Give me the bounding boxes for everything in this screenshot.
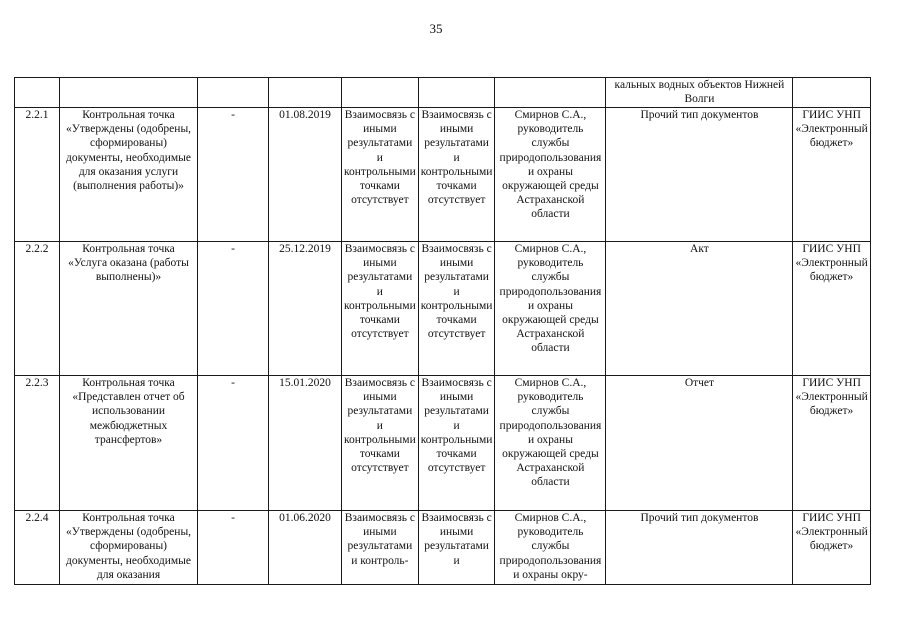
control-point-name: Контрольная точка «Утверждены (одобрены, сформированы) документы, необходимые для оказания — [60, 511, 198, 585]
information-system: ГИИС УНП «Электронный бюджет» — [793, 511, 870, 585]
control-points-table — [14, 77, 871, 585]
document-type: Прочий тип документов — [606, 108, 793, 242]
row-mark: - — [198, 511, 269, 585]
control-point-name: Контрольная точка «Услуга оказана (работы выполнены)» — [60, 242, 198, 376]
row-code: 2.2.3 — [15, 376, 60, 511]
table-cell-empty — [418, 78, 495, 108]
control-point-name: Контрольная точка «Представлен отчет об использовании межбюджетных трансфертов» — [60, 376, 198, 511]
responsible-person: Смирнов С.А., руководитель службы природопользования и охраны окру- — [495, 511, 606, 585]
table-cell-empty — [495, 78, 606, 108]
table-cell-empty — [342, 78, 419, 108]
responsible-person: Смирнов С.А., руководитель службы природопользования и охраны окружающей среды Астраханской области — [495, 108, 606, 242]
table-cell-empty — [269, 78, 342, 108]
row-date: 15.01.2020 — [269, 376, 342, 511]
table-row — [15, 376, 871, 511]
row-date: 01.08.2019 — [269, 108, 342, 242]
relation-cell-2: Взаимосвязь с иными результатами и — [418, 511, 495, 585]
relation-cell-1: Взаимосвязь с иными результатами и контроль- — [342, 511, 419, 585]
table-row — [15, 108, 871, 242]
table-cell-empty — [15, 78, 60, 108]
relation-cell-2: Взаимосвязь с иными результатами и контрольными точками отсутствует — [418, 108, 495, 242]
relation-cell-1: Взаимосвязь с иными результатами и контрольными точками отсутствует — [342, 108, 419, 242]
table-cell-empty — [793, 78, 870, 108]
relation-cell-1: Взаимосвязь с иными результатами и контрольными точками отсутствует — [342, 376, 419, 511]
relation-cell-1: Взаимосвязь с иными результатами и контрольными точками отсутствует — [342, 242, 419, 376]
responsible-person: Смирнов С.А., руководитель службы природопользования и охраны окружающей среды Астраханской области — [495, 376, 606, 511]
table-row-continued — [15, 78, 871, 108]
row-mark: - — [198, 376, 269, 511]
page-number: 35 — [429, 21, 443, 36]
document-type: Прочий тип документов — [606, 511, 793, 585]
row-date: 01.06.2020 — [269, 511, 342, 585]
row-mark: - — [198, 242, 269, 376]
information-system: ГИИС УНП «Электронный бюджет» — [793, 108, 870, 242]
row-code: 2.2.1 — [15, 108, 60, 242]
document-type: Отчет — [606, 376, 793, 511]
information-system: ГИИС УНП «Электронный бюджет» — [793, 376, 870, 511]
table-row — [15, 511, 871, 585]
document-type: Акт — [606, 242, 793, 376]
responsible-person: Смирнов С.А., руководитель службы природопользования и охраны окружающей среды Астраханской области — [495, 242, 606, 376]
table-cell-empty — [198, 78, 269, 108]
relation-cell-2: Взаимосвязь с иными результатами и контрольными точками отсутствует — [418, 376, 495, 511]
row-code: 2.2.2 — [15, 242, 60, 376]
table-cell-empty — [60, 78, 198, 108]
relation-cell-2: Взаимосвязь с иными результатами и контрольными точками отсутствует — [418, 242, 495, 376]
control-point-name: Контрольная точка «Утверждены (одобрены, сформированы) документы, необходимые для оказания услуги (выполнения работы)» — [60, 108, 198, 242]
information-system: ГИИС УНП «Электронный бюджет» — [793, 242, 870, 376]
continued-text-cell — [606, 78, 793, 108]
row-date: 25.12.2019 — [269, 242, 342, 376]
continued-text: кальных водных объектов Нижней Волги — [614, 79, 785, 106]
row-mark: - — [198, 108, 269, 242]
table-row — [15, 242, 871, 376]
row-code: 2.2.4 — [15, 511, 60, 585]
